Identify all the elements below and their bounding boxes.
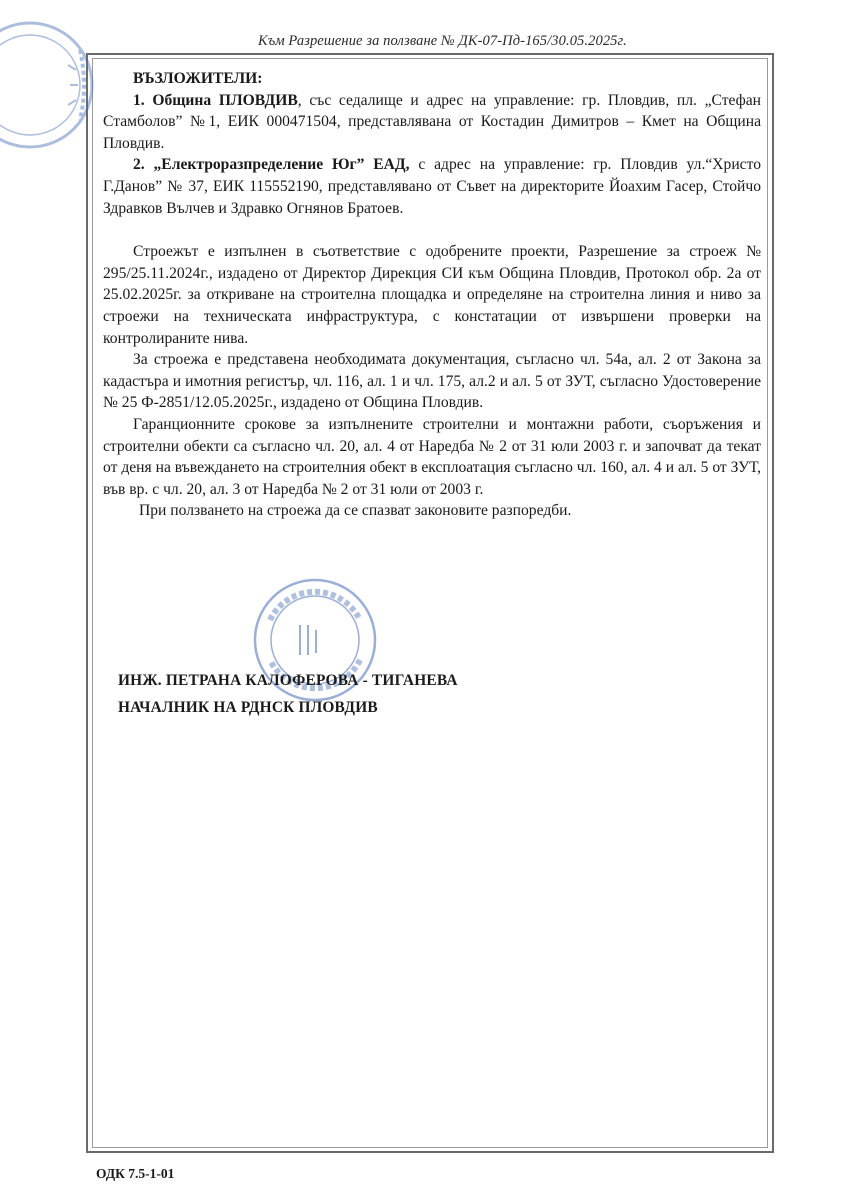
investor-item — [103, 154, 761, 219]
investor-details: с адрес на управление: гр. Пловдив ул.“Христо Г.Данов” № 37, ЕИК 115552190, представлявано от Съвет на директорите Йоахим Гасер, Стойчо Здравков Вълчев и Здравко Огнянов Братоев. — [103, 156, 761, 217]
investor-item — [103, 90, 761, 155]
footer-document-code: ОДК 7.5-1-01 — [96, 1166, 175, 1181]
spacer — [103, 219, 761, 241]
header-reference: Към Разрешение за ползване № ДК-07-Пд-165/30.05.2025г. — [258, 33, 627, 49]
signatory-title: НАЧАЛНИК НА РДНСК ПЛОВДИВ — [118, 699, 378, 716]
body-paragraph: При ползването на строежа да се спазват законовите разпоредби. — [139, 502, 572, 520]
investors-heading: ВЪЗЛОЖИТЕЛИ: — [133, 70, 263, 87]
signatory-name: ИНЖ. ПЕТРАНА КАЛОФЕРОВА - ТИГАНЕВА — [118, 672, 458, 689]
investor-name: 1. Община ПЛОВДИВ — [133, 91, 298, 109]
body-paragraph: Гаранционните срокове за изпълнените строителни и монтажни работи, съоръжения и строителни обекти са съгласно чл. 20, ал. 4 от Наредба № 2 от 31 юли 2003 г. и започват да текат от деня на въвеждането на строителния обект в експлоатация съгласно чл. 160, ал. 4 и ал. 5 от ЗУТ, във вр. с чл. 20, ал. 3 от Наредба № 2 от 31 юли от 2003 г. — [103, 415, 761, 498]
body-paragraph: Строежът е изпълнен в съответствие с одобрените проекти, Разрешение за строеж № 295/25.11.2024г., издадено от Директор Дирекция СИ към Община Пловдив, Протокол обр. 2а от 25.02.2025г. за откриване на строителна площадка и определяне на строителна линия и ниво за строежи на техническата инфраструктура, с констатации от извършени проверки на контролираните нива. — [103, 243, 761, 347]
document-body — [103, 68, 761, 522]
investor-details: , със седалище и адрес на управление: гр. Пловдив, пл. „Стефан Стамболов” №1, ЕИК 000471504, представлявана от Костадин Димитров – Кмет на Община Пловдив. — [103, 91, 761, 152]
signature-block — [118, 667, 458, 721]
investor-name: 2. „Електроразпределение Юг” ЕАД, — [133, 156, 410, 174]
body-paragraph: За строежа е представена необходимата документация, съгласно чл. 54а, ал. 2 от Закона за кадастъра и имотния регистър, чл. 116, ал. 1 и чл. 175, ал.2 и ал. 5 от ЗУТ, съгласно Удостоверение № 25 Ф-2851/12.05.2025г., издадено от Община Пловдив. — [103, 351, 761, 412]
stamp-left-icon — [0, 10, 100, 160]
